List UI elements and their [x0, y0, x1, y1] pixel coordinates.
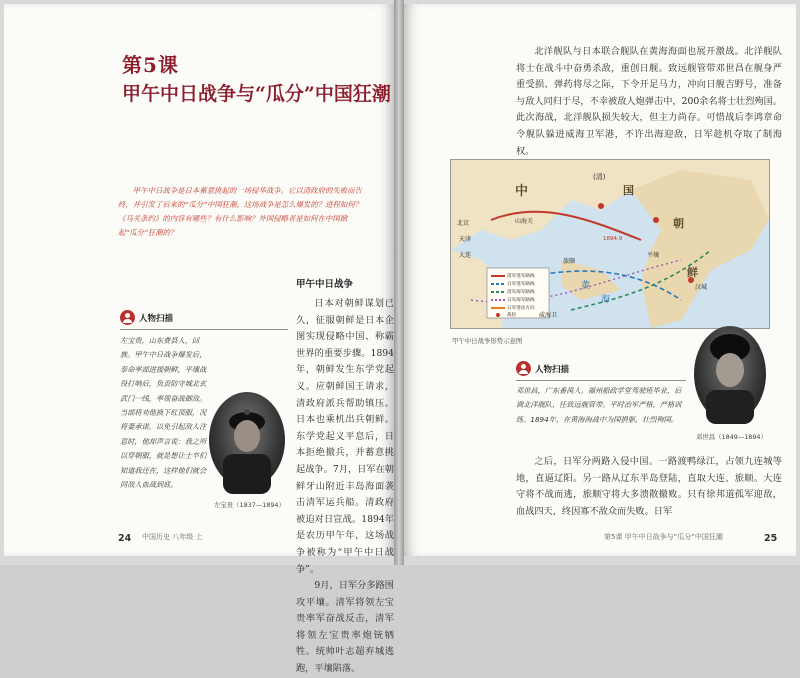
portrait-zuo-baogui: [209, 392, 285, 488]
portrait-caption: 左宝贵（1837—1894）: [214, 501, 285, 509]
map-legend-2: 日军进军路线: [507, 282, 535, 287]
lesson-number: 第5课: [122, 53, 179, 77]
profile-text: 邓世昌，广东番禺人。福州船政学堂驾驶班毕业，后调北洋舰队，任致远舰管带。平时治军严格，严格训练。1894年，在黄海海战中为国捐躯，壮烈殉国。: [516, 386, 682, 424]
lesson-intro: 甲午中日战争是日本蓄意挑起的一场侵华战争。它以清政府的失败而告终，并引发了后来的“瓜分”中国狂潮。这场战争是怎么爆发的？进程如何？《马关条约》的内容有哪些？有什么影响？外国侵略者是如何在中国掀起“瓜分”狂潮的？: [118, 186, 363, 237]
section-paragraph-2: 9月，日军分多路围攻平壤。清军将领左宝贵率军奋战反击，清军将领左宝贵率炮铳牺牲。统帅叶志超弃城逃跑，平壤陷落。: [296, 580, 394, 675]
map-label-qing: (清): [593, 173, 606, 181]
profile-text: 左宝贵，山东费县人，回族。甲午中日战争爆发后，奉命率部进援朝鲜，平壤战役打响后，负责防守城北玄武门一线，率领奋战御敌。当部将劝他换下红顶服，况将妻承诺，以免引起敌人注意时，他却声言说：我之所以穿朝服，就是想让士卒们知道我还在，这样他们就会同敌人血战到底。: [120, 336, 207, 490]
right-paragraph-top: 北洋舰队与日本联合舰队在黄海海面也展开激战。北洋舰队将士在战斗中奋勇杀敌，重创日舰。致远舰管带邓世昌在舰身严重受损、弹药将尽之际，下令开足马力，冲向日舰吉野号，准备与敌人同归于尽，不幸被敌人炮弹击中，200余名将士壮烈殉国。此次海战，北洋舰队损失较大，但主力尚存。可惜战后李鸿章命令舰队躲进威海卫军港，不许出海迎敌，日军趁机夺取了制海权。: [516, 46, 782, 157]
map-caption: 甲午中日战争形势示意图: [452, 337, 523, 345]
book-gutter: [394, 0, 404, 565]
section-paragraph: 日本对朝鲜谋划已久，征服朝鲜是日本企图实现侵略中国、称霸世界的重要步骤。1894年，朝鲜发生东学党起义。应朝鲜国王请求，清政府派兵帮助镇压。日本也乘机出兵朝鲜。东学党起义平息后，日本拒绝撤兵，并蓄意挑起战争。7月，日军在朝鲜牙山附近丰岛海面袭击清军运兵船。清政府被迫对日宣战。1894年是农历甲午年，这场战争被称为“甲午中日战争”。: [296, 298, 394, 575]
page-footer: 中国历史 八年级 上: [142, 533, 203, 541]
map-legend-6: 战役: [507, 313, 517, 318]
right-page: [404, 4, 796, 556]
map-label-guo: 国: [623, 184, 634, 197]
profile-divider: [120, 329, 288, 330]
lesson-title: 甲午中日战争与“瓜分”中国狂潮: [122, 83, 391, 105]
profile-header-right: [516, 361, 569, 376]
portrait-figure: [209, 392, 285, 488]
profile-header-left: [120, 310, 173, 325]
portrait-figure: [694, 326, 766, 422]
profile-title: 人物扫描: [535, 364, 570, 375]
section-heading: 甲午中日战争: [296, 279, 354, 290]
map-legend-4: 日军海军路线: [507, 298, 535, 303]
portrait-caption: 邓世昌（1849—1894）: [696, 433, 767, 441]
right-body-bottom: [516, 454, 782, 534]
section-body: [296, 296, 394, 675]
profile-divider: [516, 380, 686, 381]
left-page: [4, 4, 394, 675]
map-label-hancheng: 汉城: [695, 284, 708, 291]
map-label-zhong: 中: [515, 184, 529, 199]
map-label-lushun: 旅顺: [563, 258, 576, 265]
profile-title: 人物扫描: [139, 313, 174, 324]
map-label-weihaiwei: 威海卫: [539, 312, 558, 319]
person-icon: [516, 361, 531, 376]
right-paragraph-bottom: 之后，日军分两路入侵中国。一路渡鸭绿江，占领九连城等地，直逼辽阳。另一路从辽东半岛登陆，直取大连、旅顺。大连守将不战而逃，旅顺守将大多溃散撤败。只有徐邦道孤军迎敌，血战四天，终因寡不敌众而失败。日军: [516, 456, 782, 517]
right-body-top: [516, 44, 782, 160]
portrait-deng-shichang: [694, 326, 766, 422]
map-label-beijing: 北京: [457, 220, 470, 227]
page-number: 24: [118, 533, 132, 544]
map-label-chao: 朝: [673, 217, 684, 230]
page-number: 25: [764, 533, 778, 544]
map-label-date: 1894.9: [603, 236, 623, 242]
war-map: [450, 159, 770, 329]
person-icon: [120, 310, 135, 325]
map-label-hai: 海: [601, 295, 611, 305]
map-label-dalian: 大连: [459, 252, 472, 259]
map-legend-3: 清军海军路线: [507, 290, 535, 295]
map-label-xian: 鲜: [687, 266, 698, 279]
map-label-tianjin: 天津: [459, 236, 472, 243]
map-label-shanhaiguan: 山海关: [515, 218, 534, 225]
map-legend-1: 清军进军路线: [507, 274, 535, 279]
map-legend-5: 日军进攻方向: [507, 306, 535, 311]
map-label-huang: 黄: [581, 281, 591, 291]
map-label-pingrang: 平壤: [647, 252, 660, 259]
page-footer: 第5课 甲午中日战争与“瓜分”中国狂潮: [604, 533, 723, 541]
